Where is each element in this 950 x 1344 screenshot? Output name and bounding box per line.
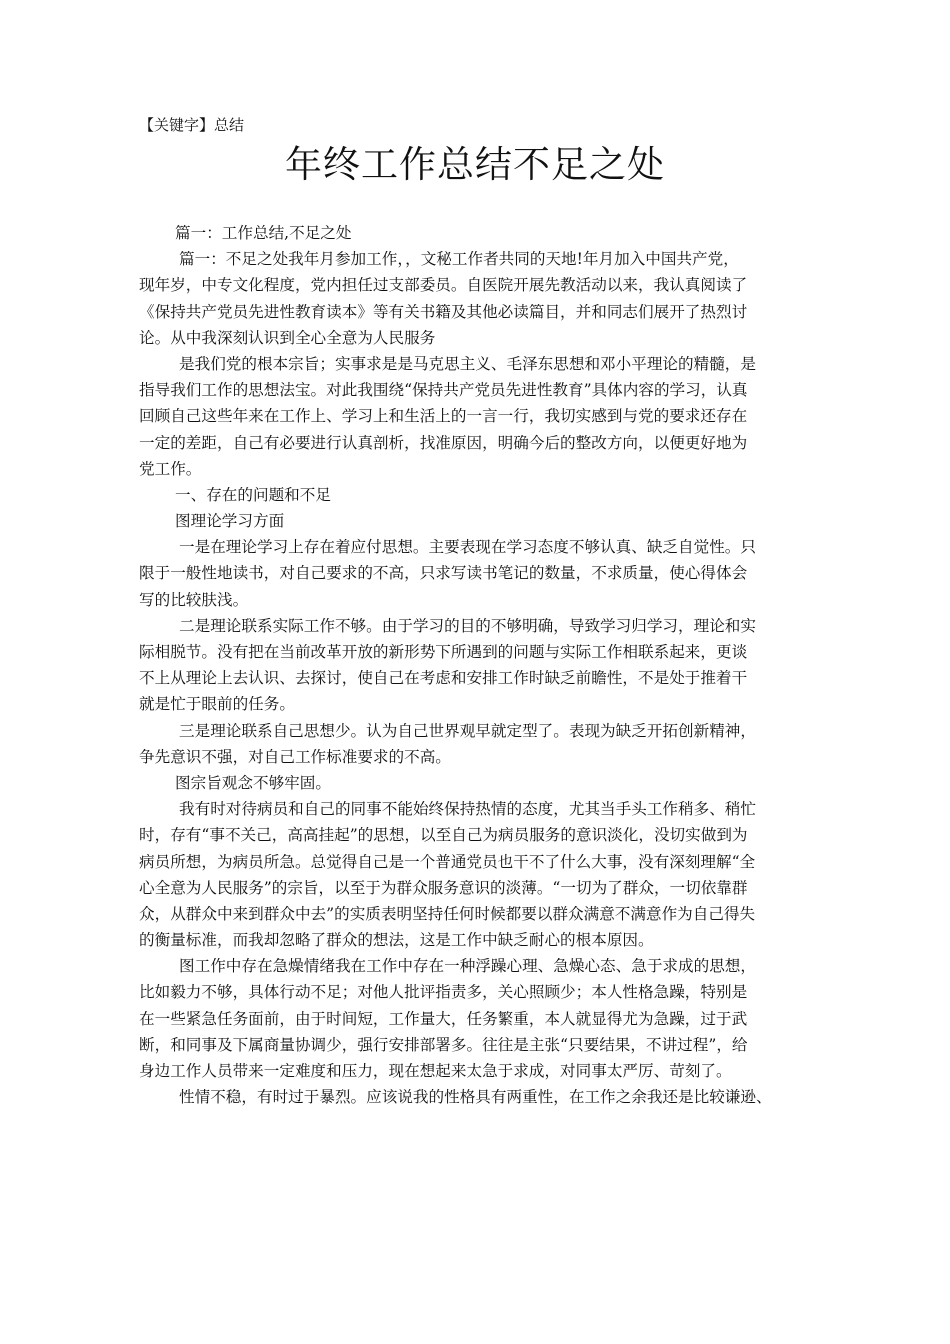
text-line: 回顾自己这些年来在工作上、学习上和生活上的一言一行，我切实感到与党的要求还存在 [139,407,748,426]
text-line: 众，从群众中来到群众中去”的实质表明坚持任何时候都要以群众满意不满意作为自己得失 [139,904,756,923]
text-line: 的衡量标准，而我却忽略了群众的想法，这是工作中缺乏耐心的根本原因。 [139,931,654,950]
text-line: 性情不稳，有时过于暴烈。应该说我的性格具有两重性，在工作之余我还是比较谦逊、 [179,1088,772,1107]
document-body [139,220,829,1110]
text-line: 心全意为人民服务”的宗旨，以至于为群众服务意识的淡薄。“一切为了群众，一切依靠群 [139,878,748,897]
document-title: 年终工作总结不足之处 [285,143,665,186]
text-line: 党工作。 [139,459,202,478]
text-line: 是我们党的根本宗旨；实事求是是马克思主义、毛泽东思想和邓小平理论的精髓，是 [179,354,756,373]
text-line: 篇一：不足之处我年月参加工作，，文秘工作者共同的天地!年月加入中国共产党， [179,250,739,269]
text-line: 际相脱节。没有把在当前改革开放的新形势下所遇到的问题与实际工作相联系起来，更谈 [139,643,748,661]
text-line: 在一些紧急任务面前，由于时间短，工作量大，任务繁重，本人就显得尤为急躁，过于武 [139,1009,748,1028]
text-line: 图工作中存在急燥情绪我在工作中存在一种浮躁心理、急燥心态、急于求成的思想， [179,957,756,976]
text-line: 一是在理论学习上存在着应付思想。主要表现在学习态度不够认真、缺乏自觉性。只 [179,538,756,557]
text-line: 图宗旨观念不够牢固。 [175,773,331,792]
text-line: 不上从理论上去认识、去探讨，使自己在考虑和安排工作时缺乏前瞻性，不是处于推着干 [139,669,748,688]
keyword-line: 【关键字】总结 [139,116,245,134]
text-line: 一、存在的问题和不足 [175,485,331,504]
text-line: 三是理论联系自己思想少。认为自己世界观早就定型了。表现为缺乏开拓创新精神， [179,721,756,740]
text-line: 限于一般性地读书，对自己要求的不高，只求写读书笔记的数量，不求质量，使心得体会 [139,564,748,583]
text-line: 我有时对待病员和自己的同事不能始终保持热情的态度，尤其当手头工作稍多、稍忙 [179,800,756,819]
text-line: 病员所想，为病员所急。总觉得自己是一个普通党员也干不了什么大事，没有深刻理解“全 [139,852,756,871]
text-line: 就是忙于眼前的任务。 [139,695,295,714]
text-line: 争先意识不强，对自己工作标准要求的不高。 [139,747,451,766]
text-line: 断，和同事及下属商量协调少，强行安排部署多。往往是主张“只要结果，不讲过程”，给 [139,1035,748,1054]
text-line: 比如毅力不够，具体行动不足；对他人批评指责多，关心照顾少；本人性格急躁，特别是 [139,983,748,1002]
text-line: 图理论学习方面 [175,512,285,531]
text-line: 时，存有“事不关己，高高挂起”的思想，以至自己为病员服务的意识淡化，没切实做到为 [139,826,748,845]
text-line: 一定的差距，自己有必要进行认真剖析，找准原因，明确今后的整改方向，以便更好地为 [139,433,748,452]
text-line: 写的比较肤浅。 [139,590,249,609]
text-line: 论。从中我深刻认识到全心全意为人民服务 [139,328,436,347]
text-line: 二是理论联系实际工作不够。由于学习的目的不够明确，导致学习归学习，理论和实 [179,616,756,635]
text-line: 篇一：工作总结,不足之处 [175,224,352,242]
text-line: 《保持共产党员先进性教育读本》等有关书籍及其他必读篇目，并和同志们展开了热烈讨 [139,302,748,321]
text-line: 现年岁，中专文化程度，党内担任过支部委员。自医院开展先教活动以来，我认真阅读了 [139,276,748,295]
text-line: 身边工作人员带来一定难度和压力，现在想起来太急于求成，对同事太严厉、苛刻了。 [139,1062,732,1080]
text-line: 指导我们工作的思想法宝。对此我围绕“保持共产党员先进性教育”具体内容的学习，认真 [139,381,748,400]
